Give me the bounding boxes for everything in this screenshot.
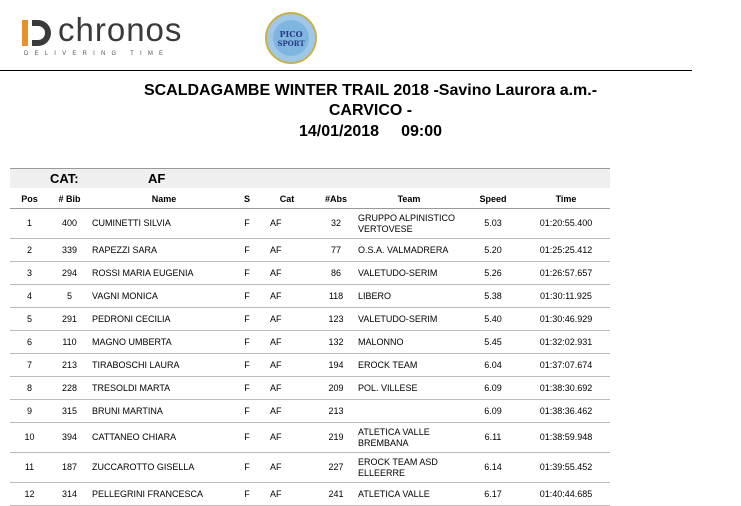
result-team: EROCK TEAM ASD ELLEERRE [354,453,464,483]
col-header-team: Team [354,189,464,209]
result-bib: 400 [49,209,90,239]
col-header-name: Name [90,189,238,209]
badge-text-line1: PICO [279,29,303,39]
result-cat: AF [256,483,318,506]
col-header-cat: Cat [256,189,318,209]
result-pos: 7 [10,354,49,377]
header-divider [0,70,692,71]
result-name: ZUCCAROTTO GISELLA [90,453,238,483]
event-time: 09:00 [401,123,442,140]
result-time: 01:38:59.948 [522,423,610,453]
col-header-abs: #Abs [318,189,354,209]
table-row [10,209,610,239]
result-name: CATTANEO CHIARA [90,423,238,453]
result-team: LIBERO [354,285,464,308]
result-bib: 294 [49,262,90,285]
event-date: 14/01/2018 [299,123,380,140]
result-team: MALONNO [354,331,464,354]
result-pos: 5 [10,308,49,331]
result-sex: F [238,308,256,331]
result-sex: F [238,483,256,506]
result-cat: AF [256,423,318,453]
result-pos: 4 [10,285,49,308]
table-row [10,354,610,377]
result-time: 01:30:46.929 [522,308,610,331]
result-speed: 6.09 [464,400,522,423]
result-time: 01:30:11.925 [522,285,610,308]
result-pos: 3 [10,262,49,285]
result-time: 01:26:57.657 [522,262,610,285]
col-header-sex: S [238,189,256,209]
result-sex: F [238,331,256,354]
result-team: ATLETICA VALLE [354,483,464,506]
result-cat: AF [256,209,318,239]
table-header-row [10,189,610,209]
result-name: PEDRONI CECILIA [90,308,238,331]
result-bib: 291 [49,308,90,331]
result-team: GRUPPO ALPINISTICO VERTOVESE [354,209,464,239]
result-bib: 394 [49,423,90,453]
logo-wordmark: chronos [58,11,183,48]
result-speed: 6.17 [464,483,522,506]
chronos-logo-icon [22,18,52,48]
result-sex: F [238,262,256,285]
result-team: POL. VILLESE [354,377,464,400]
result-sex: F [238,239,256,262]
result-name: CUMINETTI SILVIA [90,209,238,239]
result-bib: 228 [49,377,90,400]
result-speed: 5.03 [464,209,522,239]
category-label: CAT: [50,171,79,186]
result-name: TIRABOSCHI LAURA [90,354,238,377]
pico-sport-badge [265,12,317,64]
event-title-line1: SCALDAGAMBE WINTER TRAIL 2018 -Savino Laurora a.m.- [143,82,598,99]
result-name: VAGNI MONICA [90,285,238,308]
col-header-bib: # Bib [49,189,90,209]
result-cat: AF [256,331,318,354]
result-time: 01:38:30.692 [522,377,610,400]
result-time: 01:20:55.400 [522,209,610,239]
result-time: 01:39:55.452 [522,453,610,483]
result-pos: 2 [10,239,49,262]
result-speed: 5.20 [464,239,522,262]
result-abs: 241 [318,483,354,506]
result-bib: 5 [49,285,90,308]
result-sex: F [238,285,256,308]
result-team: VALETUDO-SERIM [354,308,464,331]
result-speed: 6.14 [464,453,522,483]
result-abs: 209 [318,377,354,400]
result-name: BRUNI MARTINA [90,400,238,423]
result-cat: AF [256,285,318,308]
result-cat: AF [256,400,318,423]
result-speed: 6.11 [464,423,522,453]
result-cat: AF [256,308,318,331]
table-row [10,400,610,423]
event-title-line2: CARVICO - [328,102,413,119]
result-bib: 339 [49,239,90,262]
result-abs: 77 [318,239,354,262]
result-abs: 194 [318,354,354,377]
result-pos: 8 [10,377,49,400]
result-time: 01:37:07.674 [522,354,610,377]
result-sex: F [238,423,256,453]
col-header-time: Time [522,189,610,209]
table-row [10,331,610,354]
table-row [10,262,610,285]
result-sex: F [238,377,256,400]
result-bib: 187 [49,453,90,483]
table-row [10,308,610,331]
result-bib: 314 [49,483,90,506]
result-cat: AF [256,453,318,483]
result-speed: 6.09 [464,377,522,400]
result-name: RAPEZZI SARA [90,239,238,262]
result-abs: 123 [318,308,354,331]
result-speed: 5.45 [464,331,522,354]
result-name: ROSSI MARIA EUGENIA [90,262,238,285]
badge-text-line2: SPORT [277,39,305,48]
result-team: O.S.A. VALMADRERA [354,239,464,262]
result-time: 01:32:02.931 [522,331,610,354]
result-sex: F [238,354,256,377]
result-cat: AF [256,354,318,377]
table-row [10,239,610,262]
logo-tagline: DELIVERING TIME [24,51,170,57]
category-value: AF [148,171,166,186]
result-team: VALETUDO-SERIM [354,262,464,285]
result-abs: 132 [318,331,354,354]
result-name: PELLEGRINI FRANCESCA [90,483,238,506]
result-speed: 6.04 [464,354,522,377]
result-abs: 86 [318,262,354,285]
table-row [10,423,610,453]
result-pos: 10 [10,423,49,453]
result-sex: F [238,453,256,483]
result-bib: 110 [49,331,90,354]
result-team [354,400,464,423]
result-speed: 5.26 [464,262,522,285]
result-name: TRESOLDI MARTA [90,377,238,400]
result-team: EROCK TEAM [354,354,464,377]
chronos-logo [22,11,222,62]
result-sex: F [238,400,256,423]
result-speed: 5.38 [464,285,522,308]
result-bib: 315 [49,400,90,423]
result-sex: F [238,209,256,239]
result-bib: 213 [49,354,90,377]
result-team: ATLETICA VALLE BREMBANA [354,423,464,453]
col-header-speed: Speed [464,189,522,209]
category-bar [10,168,610,188]
result-cat: AF [256,262,318,285]
result-speed: 5.40 [464,308,522,331]
col-header-pos: Pos [10,189,49,209]
result-time: 01:40:44.685 [522,483,610,506]
result-pos: 6 [10,331,49,354]
result-cat: AF [256,377,318,400]
results-table [10,189,610,506]
event-datetime [0,123,741,141]
result-abs: 118 [318,285,354,308]
result-abs: 227 [318,453,354,483]
result-name: MAGNO UMBERTA [90,331,238,354]
result-time: 01:38:36.462 [522,400,610,423]
result-cat: AF [256,239,318,262]
result-pos: 1 [10,209,49,239]
result-abs: 213 [318,400,354,423]
table-row [10,453,610,483]
result-pos: 9 [10,400,49,423]
result-pos: 11 [10,453,49,483]
result-time: 01:25:25.412 [522,239,610,262]
table-row [10,377,610,400]
result-pos: 12 [10,483,49,506]
result-abs: 219 [318,423,354,453]
table-row [10,285,610,308]
result-abs: 32 [318,209,354,239]
